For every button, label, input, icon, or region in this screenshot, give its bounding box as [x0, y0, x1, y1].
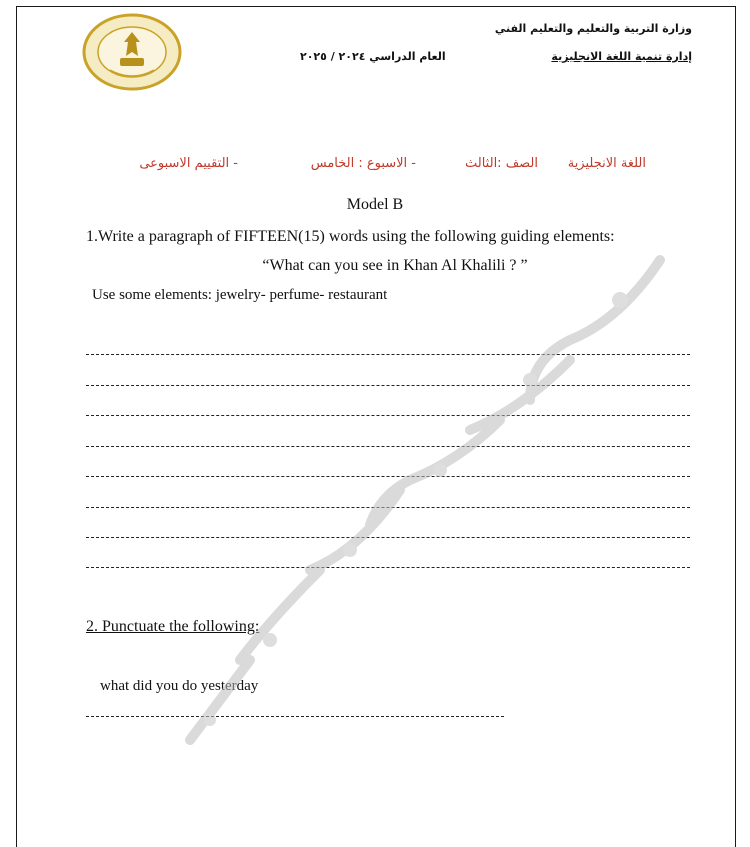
week-label: - الاسبوع : الخامس: [310, 156, 416, 171]
academic-year: العام الدراسي ٢٠٢٤ / ٢٠٢٥: [300, 50, 446, 63]
answer-line[interactable]: [86, 537, 690, 538]
assessment-label: - التقييم الاسبوعى: [139, 156, 238, 171]
ministry-name: وزارة التربية والتعليم والتعليم الفني: [494, 22, 692, 35]
answer-line[interactable]: [86, 476, 690, 477]
subject-label: اللغة الانجليزية: [567, 156, 646, 171]
answer-line[interactable]: [86, 567, 690, 568]
question-1-elements: Use some elements: jewelry- perfume- restaurant: [92, 287, 388, 303]
question-2-heading: 2. Punctuate the following:: [86, 618, 260, 635]
answer-line[interactable]: [86, 415, 690, 416]
question-1-instruction: 1.Write a paragraph of FIFTEEN(15) words using the following guiding elements:: [86, 228, 615, 245]
model-label: Model B: [346, 196, 404, 213]
grade-label: الصف :الثالث: [465, 156, 538, 171]
question-2-sentence: what did you do yesterday: [100, 678, 259, 694]
answer-line[interactable]: [86, 446, 690, 447]
answer-line[interactable]: [86, 354, 690, 355]
answer-line[interactable]: [86, 385, 690, 386]
question-1-prompt: “What can you see in Khan Al Khalili ? ”: [262, 257, 528, 274]
answer-line[interactable]: [86, 716, 504, 717]
ministry-seal-icon: [80, 12, 184, 92]
page-border: [16, 6, 736, 847]
answer-line[interactable]: [86, 507, 690, 508]
department-name: إدارة تنمية اللغة الانجليزية: [551, 50, 692, 63]
